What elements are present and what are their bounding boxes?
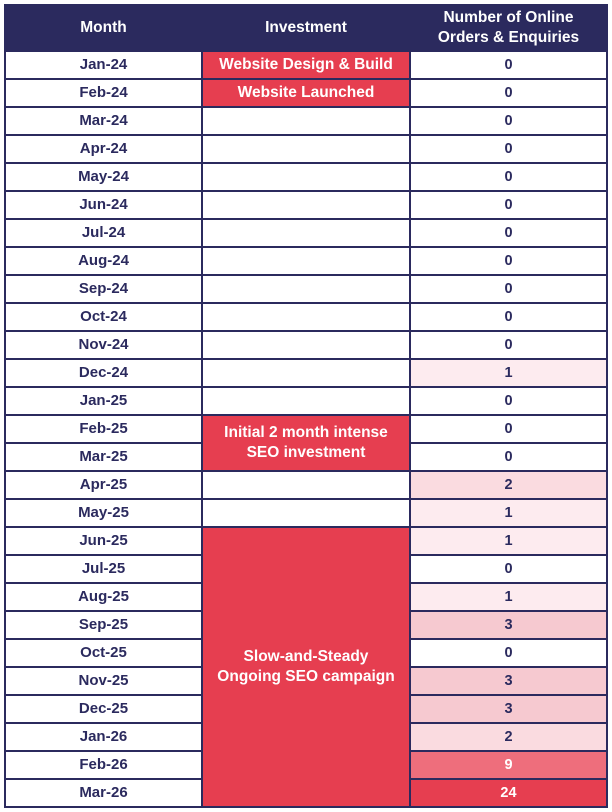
investment-cell: Website Design & Build [203, 52, 409, 78]
orders-cell: 0 [411, 304, 606, 330]
orders-cell: 0 [411, 332, 606, 358]
orders-cell: 0 [411, 444, 606, 470]
month-cell: Oct-25 [6, 640, 201, 666]
orders-cell: 0 [411, 556, 606, 582]
month-cell: Sep-25 [6, 612, 201, 638]
orders-cell: 9 [411, 752, 606, 778]
month-cell: Apr-25 [6, 472, 201, 498]
orders-cell: 0 [411, 164, 606, 190]
investment-cell-empty [203, 164, 409, 190]
month-cell: Feb-24 [6, 80, 201, 106]
investment-cell-empty [203, 248, 409, 274]
orders-cell: 0 [411, 80, 606, 106]
header-month: Month [6, 6, 201, 50]
investment-cell-empty [203, 276, 409, 302]
investment-cell-empty [203, 136, 409, 162]
orders-cell: 1 [411, 500, 606, 526]
orders-cell: 3 [411, 696, 606, 722]
investment-cell-empty [203, 304, 409, 330]
investment-cell: Slow-and-Steady Ongoing SEO campaign [203, 528, 409, 806]
orders-cell: 0 [411, 388, 606, 414]
investment-cell: Initial 2 month intense SEO investment [203, 416, 409, 470]
orders-cell: 0 [411, 136, 606, 162]
month-cell: Oct-24 [6, 304, 201, 330]
orders-cell: 0 [411, 108, 606, 134]
month-cell: Aug-24 [6, 248, 201, 274]
orders-cell: 1 [411, 584, 606, 610]
orders-cell: 1 [411, 528, 606, 554]
month-cell: Mar-25 [6, 444, 201, 470]
orders-cell: 0 [411, 192, 606, 218]
header-orders: Number of Online Orders & Enquiries [411, 6, 606, 50]
month-cell: Aug-25 [6, 584, 201, 610]
investment-cell-empty [203, 108, 409, 134]
month-cell: Jan-26 [6, 724, 201, 750]
orders-cell: 3 [411, 612, 606, 638]
month-cell: Nov-25 [6, 668, 201, 694]
month-cell: Feb-26 [6, 752, 201, 778]
month-cell: May-25 [6, 500, 201, 526]
month-cell: May-24 [6, 164, 201, 190]
investment-cell-empty [203, 192, 409, 218]
orders-cell: 0 [411, 248, 606, 274]
orders-cell: 0 [411, 276, 606, 302]
orders-cell: 0 [411, 640, 606, 666]
month-cell: Jul-24 [6, 220, 201, 246]
investment-cell-empty [203, 332, 409, 358]
orders-cell: 2 [411, 724, 606, 750]
investment-cell-empty [203, 500, 409, 526]
month-cell: Jun-25 [6, 528, 201, 554]
orders-cell: 2 [411, 472, 606, 498]
investment-cell: Website Launched [203, 80, 409, 106]
orders-cell: 0 [411, 52, 606, 78]
investment-cell-empty [203, 472, 409, 498]
month-cell: Nov-24 [6, 332, 201, 358]
investment-cell-empty [203, 360, 409, 386]
investment-cell-empty [203, 220, 409, 246]
header-investment: Investment [203, 6, 409, 50]
month-cell: Dec-24 [6, 360, 201, 386]
orders-cell: 0 [411, 220, 606, 246]
orders-cell: 1 [411, 360, 606, 386]
orders-cell: 24 [411, 780, 606, 806]
month-cell: Feb-25 [6, 416, 201, 442]
month-cell: Dec-25 [6, 696, 201, 722]
orders-table [4, 4, 608, 808]
month-cell: Jun-24 [6, 192, 201, 218]
orders-cell: 0 [411, 416, 606, 442]
investment-cell-empty [203, 388, 409, 414]
month-cell: Jan-25 [6, 388, 201, 414]
month-cell: Jul-25 [6, 556, 201, 582]
month-cell: Sep-24 [6, 276, 201, 302]
month-cell: Apr-24 [6, 136, 201, 162]
month-cell: Mar-24 [6, 108, 201, 134]
orders-cell: 3 [411, 668, 606, 694]
month-cell: Mar-26 [6, 780, 201, 806]
month-cell: Jan-24 [6, 52, 201, 78]
